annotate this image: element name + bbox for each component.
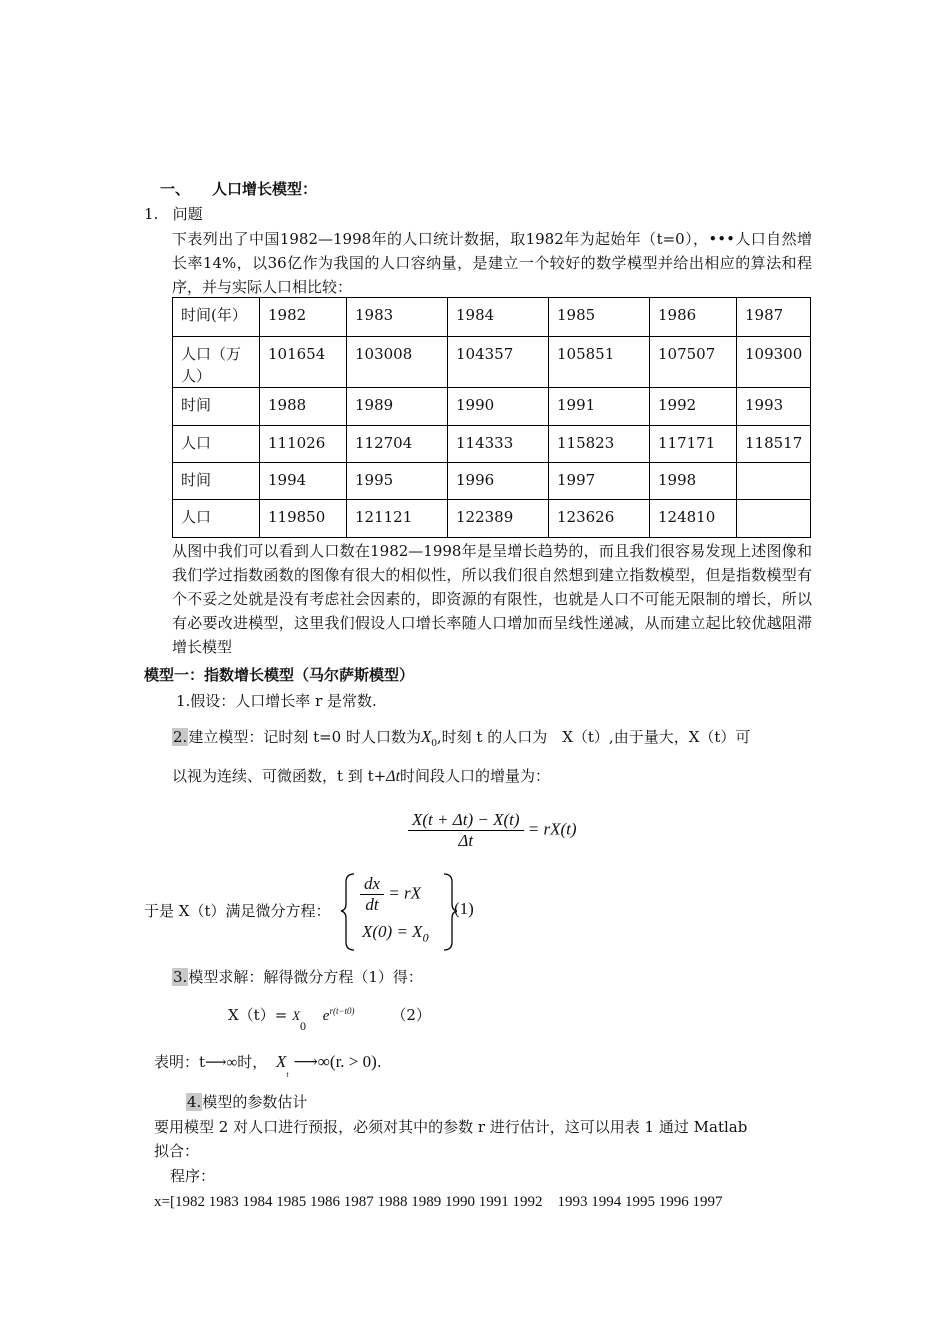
limit-t-subscript: t xyxy=(286,1070,289,1079)
table-cell: 111026 xyxy=(260,426,347,463)
x0-subscript: 0 xyxy=(431,737,437,749)
table-row xyxy=(173,463,811,500)
table-cell: 103008 xyxy=(347,337,448,388)
param-body-2: 拟合： xyxy=(154,1142,200,1160)
table-cell: 1986 xyxy=(650,298,737,337)
table-cell: 107507 xyxy=(650,337,737,388)
table-cell: 1985 xyxy=(549,298,650,337)
solution-lhs: X（t）= xyxy=(228,1006,288,1024)
build-text-b: ,时刻 t 的人口为 X（t）,由于量大，X（t）可 xyxy=(436,728,751,746)
table-cell xyxy=(737,463,811,500)
table-cell: 117171 xyxy=(650,426,737,463)
table-cell: 1994 xyxy=(260,463,347,500)
table-cell xyxy=(737,500,811,538)
table-cell: 1997 xyxy=(549,463,650,500)
difference-rhs: = rX(t) xyxy=(527,819,577,839)
solve-text: 模型求解：解得微分方程（1）得： xyxy=(188,968,423,986)
table-row-header: 时间 xyxy=(173,463,260,500)
section-title: 人口增长模型： xyxy=(212,180,318,198)
table-row-header: 时间 xyxy=(173,388,260,426)
ode-dt: dt xyxy=(365,895,379,914)
solution-equation xyxy=(228,1004,431,1033)
ode-intro: 于是 X（t）满足微分方程： xyxy=(144,902,331,920)
table-row xyxy=(173,298,811,337)
table-cell: 1993 xyxy=(737,388,811,426)
table-cell: 122389 xyxy=(448,500,549,538)
problem-heading: 1. 问题 xyxy=(144,205,203,223)
problem-text: 下表列出了中国1982—1998年的人口统计数据，取1982年为起始年（t=0），•••人口自然增长率14%，以36亿作为我国的人口容纳量，是建立一个较好的数学模型并给出相应的算法和程序，并与实际人口相比较： xyxy=(172,230,812,296)
ode-first-line xyxy=(360,874,421,915)
difference-numerator: X(t + Δt) − X(t) xyxy=(408,810,524,831)
build-model-line xyxy=(172,726,750,749)
table-cell: 124810 xyxy=(650,500,737,538)
build-text-a: 建立模型：记时刻 t=0 时人口数为 xyxy=(188,728,421,746)
param-line xyxy=(186,1091,307,1112)
table-cell: 1995 xyxy=(347,463,448,500)
solution-exponent: r(t−t0) xyxy=(329,1006,355,1016)
solution-x: X xyxy=(292,1008,301,1023)
ode-dx: dx xyxy=(360,874,384,895)
table-row-header: 人口 xyxy=(173,500,260,538)
limit-arrow: ⟶∞ xyxy=(205,1055,238,1071)
code-line: x=[1982 1983 1984 1985 1986 1987 1988 1989 1990 1991 1992 1993 1994 1995 1996 1997 xyxy=(154,1194,723,1210)
table-row xyxy=(173,500,811,538)
table-row-header: 人口（万人） xyxy=(173,337,260,388)
param-body-1: 要用模型 2 对人口进行预报，必须对其中的参数 r 进行估计，这可以用表 1 通过 Matlab xyxy=(154,1118,748,1136)
table-cell: 118517 xyxy=(737,426,811,463)
solution-e: e xyxy=(322,1008,330,1024)
table-cell: 119850 xyxy=(260,500,347,538)
build-text-c: 以视为连续、可微函数，t 到 t+ xyxy=(172,767,387,785)
param-text: 模型的参数估计 xyxy=(202,1093,308,1111)
table-cell: 121121 xyxy=(347,500,448,538)
table-cell: 1998 xyxy=(650,463,737,500)
table-cell: 1991 xyxy=(549,388,650,426)
table-cell: 1989 xyxy=(347,388,448,426)
x0-symbol: X xyxy=(421,727,432,746)
ode-init-text: X(0) = X xyxy=(362,922,423,941)
table-cell: 123626 xyxy=(549,500,650,538)
table-row-header: 人口 xyxy=(173,426,260,463)
table-cell: 1988 xyxy=(260,388,347,426)
ode-label: (1) xyxy=(454,899,474,918)
table-row xyxy=(173,426,811,463)
analysis-text: 从图中我们可以看到人口数在1982—1998年是呈增长趋势的，而且我们很容易发现上述图像和我们学过指数函数的图像有很大的相似性，所以我们很自然想到建立指数模型，但是指数模型有个不妥之处就是没有考虑社会因素的，即资源的有限性，也就是人口不可能无限制的增长，所以有必要改进模型，这里我们假设人口增长率随人口增加而呈线性递减，从而建立起比较优越阻滞增长模型 xyxy=(172,542,812,656)
table-row-header: 时间(年） xyxy=(173,298,260,337)
table-cell: 114333 xyxy=(448,426,549,463)
difference-fraction xyxy=(408,810,524,851)
model1-title: 模型一：指数增长模型（马尔萨斯模型） xyxy=(144,666,415,684)
table-cell: 115823 xyxy=(549,426,650,463)
solution-label: （2） xyxy=(391,1006,431,1024)
assumption: 1.假设：人口增长率 r 是常数. xyxy=(176,692,377,710)
limit-xt: X xyxy=(276,1052,287,1071)
limit-dot: . xyxy=(376,1053,382,1071)
table-row xyxy=(173,388,811,426)
build-model-line-2 xyxy=(172,765,550,786)
table-cell: 101654 xyxy=(260,337,347,388)
limit-text: 表明：t xyxy=(154,1053,206,1071)
table-cell: 1987 xyxy=(737,298,811,337)
limit-tail: ⟶∞(r. > 0) xyxy=(293,1052,377,1071)
ode-rhs: = rX xyxy=(388,883,422,903)
build-text-d: 时间段人口的增量为： xyxy=(400,767,551,785)
solve-line xyxy=(172,966,423,987)
step-number-3: 3. xyxy=(173,968,188,986)
limit-statement xyxy=(154,1051,382,1079)
ode-initial-condition xyxy=(362,922,429,945)
table-cell: 1984 xyxy=(448,298,549,337)
table-cell: 1982 xyxy=(260,298,347,337)
table-cell: 1983 xyxy=(347,298,448,337)
difference-denominator: Δt xyxy=(458,831,474,850)
table-cell: 1990 xyxy=(448,388,549,426)
section-number: 一、 xyxy=(160,180,191,198)
table-row xyxy=(173,337,811,388)
step-number-2: 2. xyxy=(173,728,188,746)
limit-mid: 时， xyxy=(237,1053,268,1071)
step-number-4: 4. xyxy=(187,1093,202,1111)
ode-init-subscript: 0 xyxy=(422,930,429,945)
delta-t-symbol: Δt xyxy=(386,768,401,785)
ode-derivative xyxy=(360,874,384,915)
table-cell: 1996 xyxy=(448,463,549,500)
population-table xyxy=(172,297,811,538)
difference-equation xyxy=(408,810,577,851)
table-cell: 109300 xyxy=(737,337,811,388)
solution-x-subscript: 0 xyxy=(300,1019,307,1033)
table-cell: 105851 xyxy=(549,337,650,388)
program-label: 程序： xyxy=(170,1167,216,1185)
table-cell: 104357 xyxy=(448,337,549,388)
table-cell: 112704 xyxy=(347,426,448,463)
table-cell: 1992 xyxy=(650,388,737,426)
